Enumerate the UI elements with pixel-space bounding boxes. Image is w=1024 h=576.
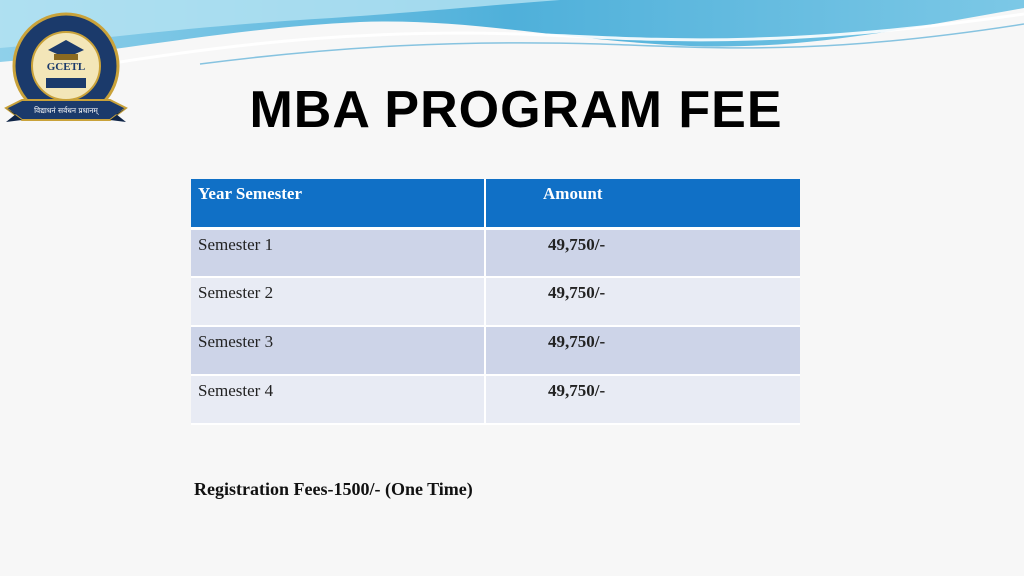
semester-cell: Semester 2 <box>191 277 485 326</box>
amount-cell: 49,750/- <box>485 375 800 424</box>
registration-fee-note: Registration Fees-1500/- (One Time) <box>194 479 473 499</box>
header-amount: Amount <box>485 179 800 228</box>
semester-cell: Semester 1 <box>191 228 485 277</box>
semester-cell: Semester 3 <box>191 326 485 375</box>
logo-abbreviation: GCETL <box>46 61 86 73</box>
table-row <box>191 375 800 424</box>
table-row <box>191 228 800 277</box>
table-row <box>191 277 800 326</box>
fee-table <box>191 179 800 425</box>
page-title: MBA PROGRAM FEE <box>249 81 783 139</box>
logo-motto: विद्याधनं सर्वधन प्रधानम् <box>34 106 98 115</box>
fee-table-header-row <box>191 179 800 228</box>
amount-cell: 49,750/- <box>485 228 800 277</box>
amount-cell: 49,750/- <box>485 326 800 375</box>
amount-cell: 49,750/- <box>485 277 800 326</box>
header-year-semester: Year Semester <box>191 179 485 228</box>
semester-cell: Semester 4 <box>191 375 485 424</box>
table-row <box>191 326 800 375</box>
